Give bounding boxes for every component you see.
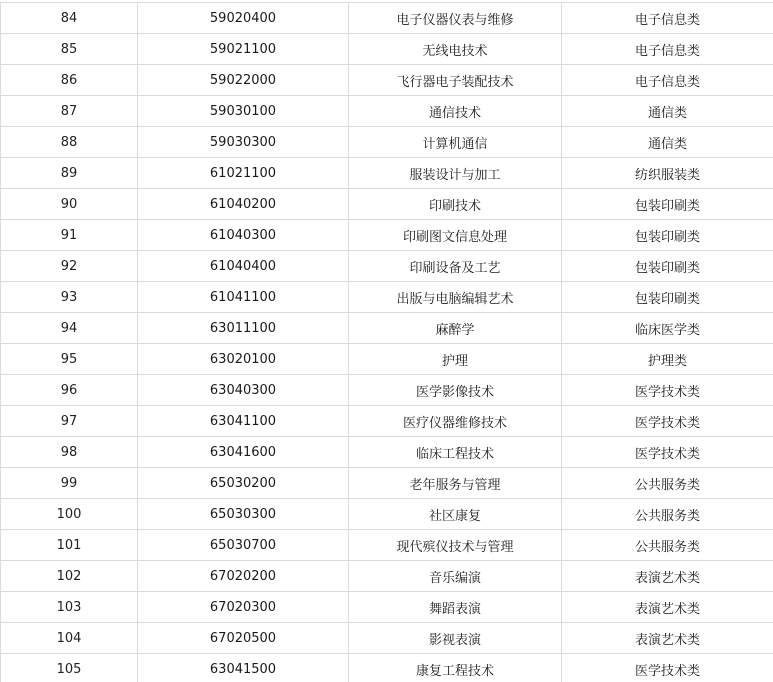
table-row xyxy=(1,375,773,406)
major-category: 包装印刷类 xyxy=(562,251,773,282)
major-code: 59030100 xyxy=(138,96,349,127)
major-code: 63040300 xyxy=(138,375,349,406)
major-category: 电子信息类 xyxy=(562,65,773,96)
table-row xyxy=(1,65,773,96)
row-index: 91 xyxy=(1,220,138,251)
major-category: 公共服务类 xyxy=(562,530,773,561)
table-row xyxy=(1,158,773,189)
table-row xyxy=(1,654,773,682)
major-code: 63041100 xyxy=(138,406,349,437)
major-name: 医疗仪器维修技术 xyxy=(349,406,562,437)
major-category: 护理类 xyxy=(562,344,773,375)
major-name: 飞行器电子装配技术 xyxy=(349,65,562,96)
row-index: 86 xyxy=(1,65,138,96)
major-name: 现代殡仪技术与管理 xyxy=(349,530,562,561)
major-name: 音乐编演 xyxy=(349,561,562,592)
row-index: 100 xyxy=(1,499,138,530)
major-name: 无线电技术 xyxy=(349,34,562,65)
major-name: 出版与电脑编辑艺术 xyxy=(349,282,562,313)
row-index: 105 xyxy=(1,654,138,682)
major-category: 通信类 xyxy=(562,127,773,158)
table-row xyxy=(1,3,773,34)
table-row xyxy=(1,437,773,468)
row-index: 92 xyxy=(1,251,138,282)
major-code: 65030700 xyxy=(138,530,349,561)
major-code: 65030200 xyxy=(138,468,349,499)
major-name: 临床工程技术 xyxy=(349,437,562,468)
row-index: 99 xyxy=(1,468,138,499)
row-index: 98 xyxy=(1,437,138,468)
major-name: 印刷图文信息处理 xyxy=(349,220,562,251)
major-name: 电子仪器仪表与维修 xyxy=(349,3,562,34)
table-row xyxy=(1,189,773,220)
table-row xyxy=(1,592,773,623)
major-code: 59030300 xyxy=(138,127,349,158)
major-category: 医学技术类 xyxy=(562,654,773,682)
major-code: 61040400 xyxy=(138,251,349,282)
major-category: 纺织服装类 xyxy=(562,158,773,189)
major-code: 67020200 xyxy=(138,561,349,592)
major-category: 包装印刷类 xyxy=(562,282,773,313)
row-index: 93 xyxy=(1,282,138,313)
major-code: 61021100 xyxy=(138,158,349,189)
major-category: 临床医学类 xyxy=(562,313,773,344)
major-name: 影视表演 xyxy=(349,623,562,654)
major-category: 包装印刷类 xyxy=(562,220,773,251)
major-name: 医学影像技术 xyxy=(349,375,562,406)
row-index: 96 xyxy=(1,375,138,406)
row-index: 90 xyxy=(1,189,138,220)
major-code: 61040200 xyxy=(138,189,349,220)
table-row xyxy=(1,251,773,282)
major-name: 舞蹈表演 xyxy=(349,592,562,623)
major-code: 61040300 xyxy=(138,220,349,251)
table-row xyxy=(1,220,773,251)
major-code: 63011100 xyxy=(138,313,349,344)
major-code: 63041600 xyxy=(138,437,349,468)
major-category: 包装印刷类 xyxy=(562,189,773,220)
major-code: 67020300 xyxy=(138,592,349,623)
major-name: 护理 xyxy=(349,344,562,375)
row-index: 84 xyxy=(1,3,138,34)
major-code: 59021100 xyxy=(138,34,349,65)
major-category: 医学技术类 xyxy=(562,406,773,437)
table-row xyxy=(1,282,773,313)
row-index: 89 xyxy=(1,158,138,189)
major-category: 表演艺术类 xyxy=(562,592,773,623)
table-body xyxy=(1,3,773,682)
table-row xyxy=(1,344,773,375)
major-name: 通信技术 xyxy=(349,96,562,127)
major-category: 表演艺术类 xyxy=(562,623,773,654)
major-category: 电子信息类 xyxy=(562,3,773,34)
major-category: 医学技术类 xyxy=(562,437,773,468)
table-row xyxy=(1,499,773,530)
major-category: 公共服务类 xyxy=(562,468,773,499)
major-code: 59022000 xyxy=(138,65,349,96)
major-category: 医学技术类 xyxy=(562,375,773,406)
row-index: 85 xyxy=(1,34,138,65)
table-row xyxy=(1,623,773,654)
row-index: 94 xyxy=(1,313,138,344)
row-index: 101 xyxy=(1,530,138,561)
major-name: 印刷技术 xyxy=(349,189,562,220)
major-name: 康复工程技术 xyxy=(349,654,562,682)
row-index: 97 xyxy=(1,406,138,437)
majors-table xyxy=(0,2,773,682)
table-row xyxy=(1,530,773,561)
table-row xyxy=(1,561,773,592)
table-row xyxy=(1,96,773,127)
row-index: 95 xyxy=(1,344,138,375)
row-index: 87 xyxy=(1,96,138,127)
row-index: 88 xyxy=(1,127,138,158)
major-name: 社区康复 xyxy=(349,499,562,530)
major-code: 63020100 xyxy=(138,344,349,375)
table-row xyxy=(1,127,773,158)
table-row xyxy=(1,406,773,437)
table-row xyxy=(1,34,773,65)
row-index: 102 xyxy=(1,561,138,592)
major-name: 印刷设备及工艺 xyxy=(349,251,562,282)
major-name: 麻醉学 xyxy=(349,313,562,344)
major-category: 公共服务类 xyxy=(562,499,773,530)
major-code: 59020400 xyxy=(138,3,349,34)
major-category: 通信类 xyxy=(562,96,773,127)
major-code: 61041100 xyxy=(138,282,349,313)
table-row xyxy=(1,313,773,344)
major-code: 65030300 xyxy=(138,499,349,530)
table-row xyxy=(1,468,773,499)
major-category: 电子信息类 xyxy=(562,34,773,65)
major-name: 服装设计与加工 xyxy=(349,158,562,189)
row-index: 104 xyxy=(1,623,138,654)
major-code: 67020500 xyxy=(138,623,349,654)
major-code: 63041500 xyxy=(138,654,349,682)
major-name: 计算机通信 xyxy=(349,127,562,158)
major-category: 表演艺术类 xyxy=(562,561,773,592)
major-name: 老年服务与管理 xyxy=(349,468,562,499)
row-index: 103 xyxy=(1,592,138,623)
